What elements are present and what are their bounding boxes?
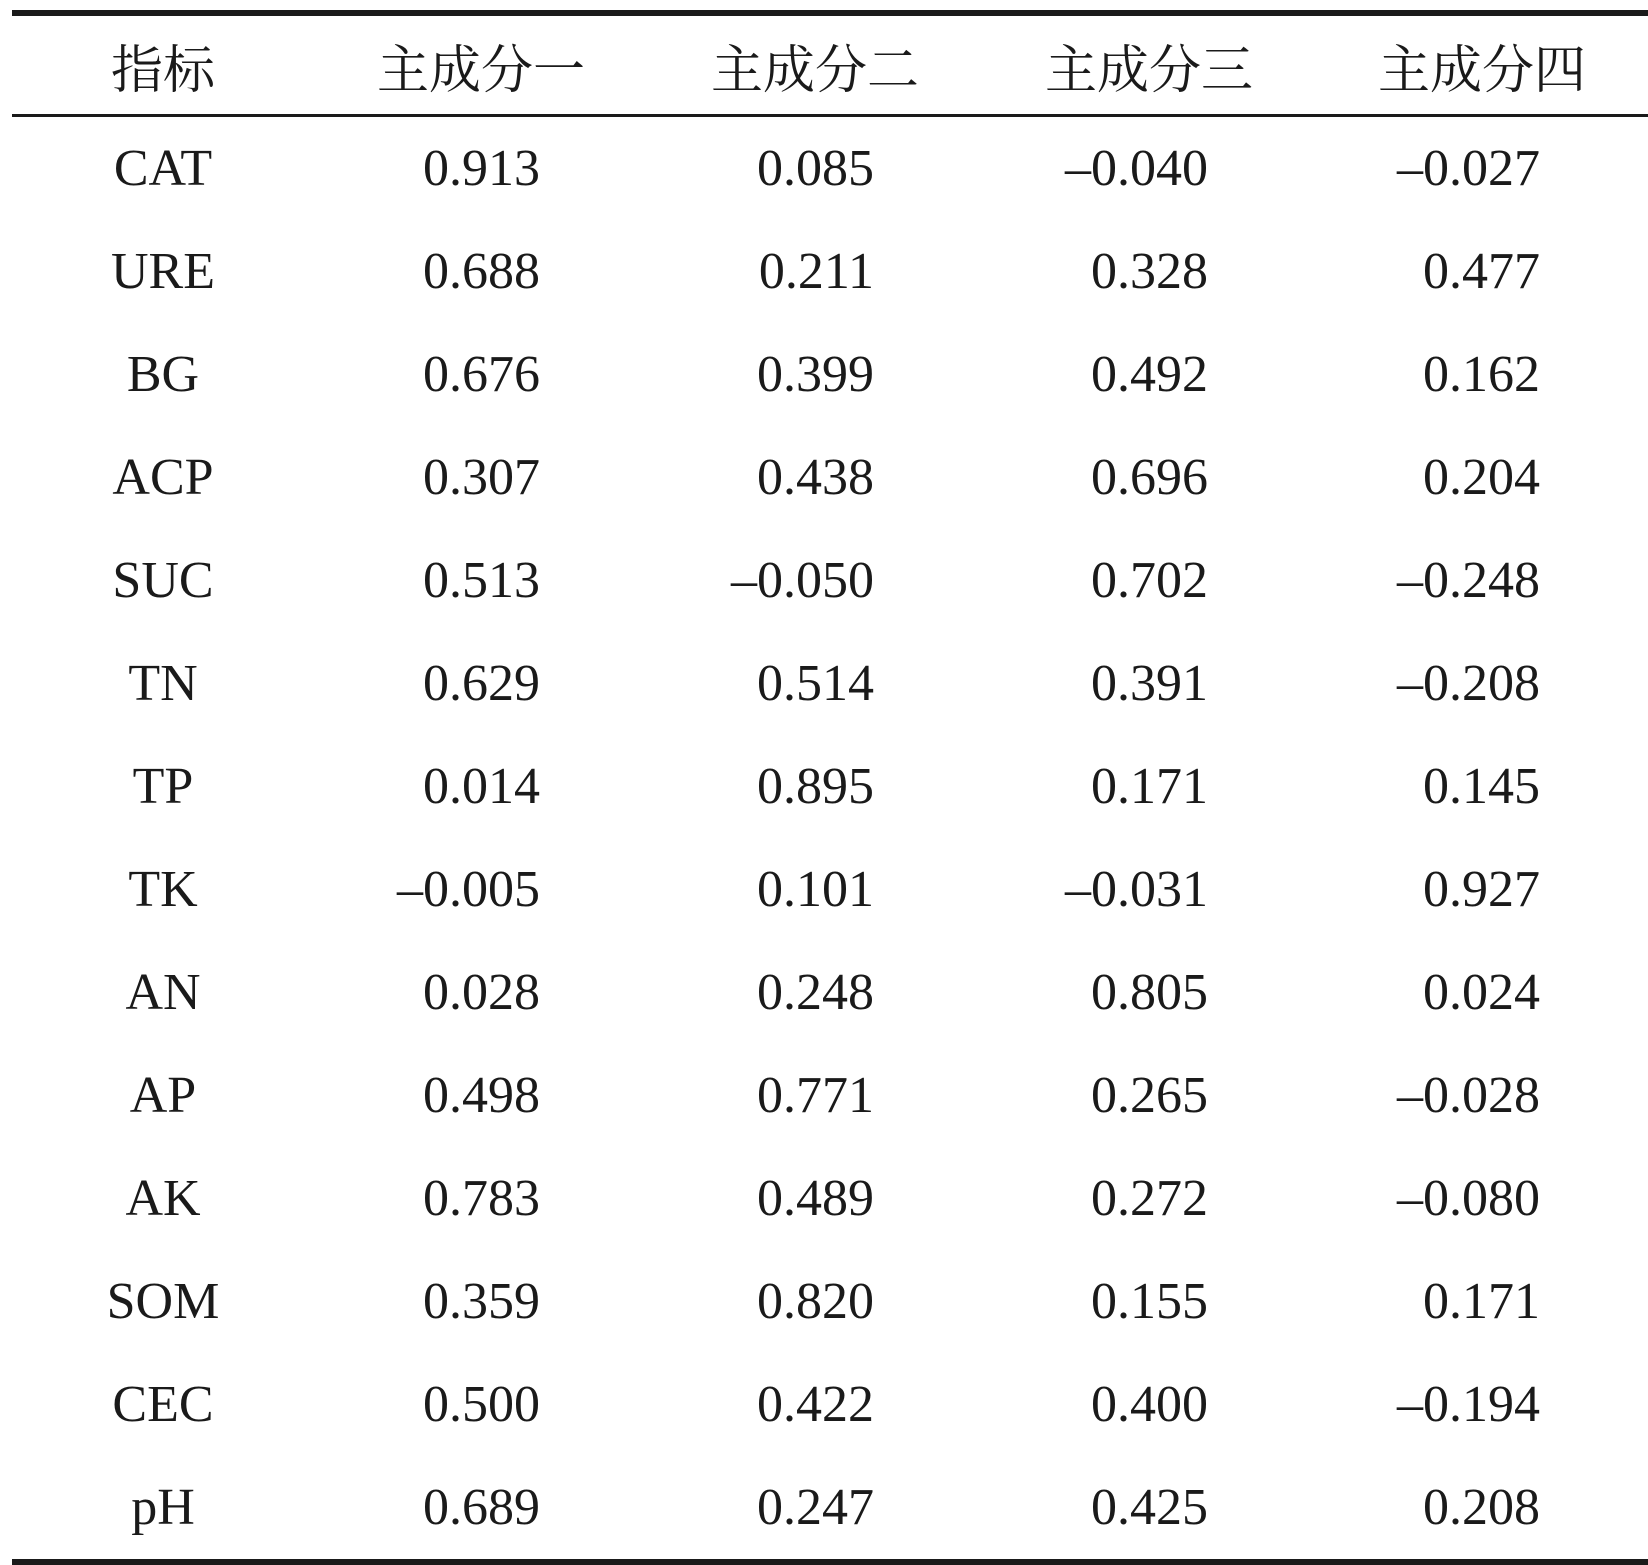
loading-value-cell: 0.399 [757,346,874,403]
loading-value-cell: 0.171 [1091,758,1208,815]
loading-value-cell: 0.498 [423,1067,540,1124]
loadings-table-container [12,10,1648,1565]
loading-value-cell: 0.359 [423,1273,540,1330]
loading-value-cell: 0.895 [757,758,874,815]
loading-value-cell: –0.028 [1397,1067,1540,1124]
row-indicator-cell: BG [126,346,200,403]
loading-value-cell: 0.425 [1091,1479,1208,1536]
loading-value-cell: 0.702 [1091,552,1208,609]
loading-value-cell: 0.162 [1423,346,1540,403]
loading-value-cell: 0.689 [423,1479,540,1536]
loading-value-cell: 0.688 [423,243,540,300]
table-row [12,220,1648,323]
loading-value-cell: 0.171 [1423,1273,1540,1330]
table-row [12,1250,1648,1353]
loading-value-cell: –0.031 [1065,861,1208,918]
loading-value-cell: 0.208 [1423,1479,1540,1536]
loading-value-cell: 0.145 [1423,758,1540,815]
loading-value-cell: 0.696 [1091,449,1208,506]
loading-value-cell: –0.194 [1397,1376,1540,1433]
loading-value-cell: 0.211 [758,243,874,300]
table-row [12,1353,1648,1456]
row-indicator-cell: CEC [112,1376,214,1433]
table-row [12,117,1648,220]
loading-value-cell: 0.101 [757,861,874,918]
loading-value-cell: 0.514 [757,655,874,712]
loading-value-cell: 0.028 [423,964,540,1021]
row-indicator-cell: AN [125,964,201,1021]
table-header [12,16,1648,114]
loading-value-cell: 0.391 [1091,655,1208,712]
row-indicator-cell: pH [131,1479,195,1536]
loading-value-cell: 0.328 [1091,243,1208,300]
table-row [12,632,1648,735]
loading-value-cell: 0.422 [757,1376,874,1433]
table-row [12,1044,1648,1147]
loading-value-cell: 0.500 [423,1376,540,1433]
loading-value-cell: 0.489 [757,1170,874,1227]
header-row [12,16,1648,114]
header-pc3: 主成分三 [1044,40,1253,101]
table-row [12,426,1648,529]
loading-value-cell: 0.783 [423,1170,540,1227]
loading-value-cell: 0.805 [1091,964,1208,1021]
row-indicator-cell: AK [125,1170,201,1227]
loading-value-cell: 0.085 [757,140,874,197]
loading-value-cell: 0.024 [1423,964,1540,1021]
header-pc2: 主成分二 [710,40,919,101]
loading-value-cell: 0.676 [423,346,540,403]
loading-value-cell: 0.155 [1091,1273,1208,1330]
loading-value-cell: 0.307 [423,449,540,506]
loading-value-cell: 0.492 [1091,346,1208,403]
row-indicator-cell: CAT [113,140,213,197]
loading-value-cell: –0.208 [1397,655,1540,712]
table-row [12,838,1648,941]
loading-value-cell: 0.629 [423,655,540,712]
loading-value-cell: –0.050 [731,552,874,609]
loading-value-cell: 0.771 [757,1067,874,1124]
loadings-table-body [12,117,1648,1559]
row-indicator-cell: TP [132,758,194,815]
table-row [12,1147,1648,1250]
loading-value-cell: 0.248 [757,964,874,1021]
table-row [12,323,1648,426]
loading-value-cell: 0.400 [1091,1376,1208,1433]
header-indicator: 指标 [110,40,215,101]
row-indicator-cell: AP [129,1067,197,1124]
table-body [12,117,1648,1559]
row-indicator-cell: TN [128,655,198,712]
loading-value-cell: 0.247 [757,1479,874,1536]
loading-value-cell: –0.005 [397,861,540,918]
loading-value-cell: –0.080 [1397,1170,1540,1227]
table-row [12,735,1648,838]
loading-value-cell: –0.248 [1397,552,1540,609]
table-row [12,941,1648,1044]
loading-value-cell: 0.014 [423,758,540,815]
loading-value-cell: 0.513 [423,552,540,609]
loading-value-cell: 0.477 [1423,243,1540,300]
loading-value-cell: 0.820 [757,1273,874,1330]
loading-value-cell: 0.913 [423,140,540,197]
loading-value-cell: 0.265 [1091,1067,1208,1124]
row-indicator-cell: ACP [112,449,214,506]
loading-value-cell: 0.927 [1423,861,1540,918]
row-indicator-cell: URE [111,243,215,300]
header-pc1: 主成分一 [376,40,585,101]
table-row [12,529,1648,632]
loading-value-cell: 0.438 [757,449,874,506]
loading-value-cell: 0.204 [1423,449,1540,506]
row-indicator-cell: SUC [112,552,214,609]
table-row [12,1456,1648,1559]
row-indicator-cell: SOM [106,1273,220,1330]
loading-value-cell: –0.040 [1065,140,1208,197]
row-indicator-cell: TK [128,861,198,918]
loadings-table [12,16,1648,114]
loading-value-cell: –0.027 [1397,140,1540,197]
header-pc4: 主成分四 [1377,40,1586,101]
loading-value-cell: 0.272 [1091,1170,1208,1227]
